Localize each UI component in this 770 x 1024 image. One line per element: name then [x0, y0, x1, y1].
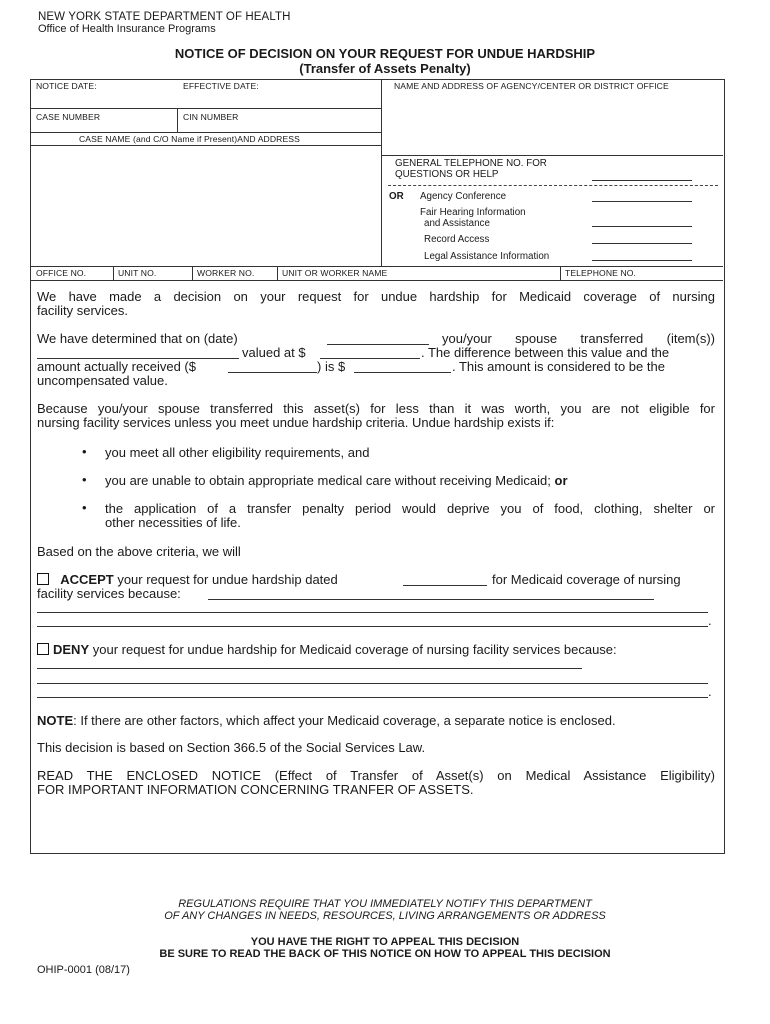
is-text: ) is $ — [317, 359, 346, 374]
valued-at-text: valued at $ — [242, 345, 306, 360]
cin-number-label: CIN NUMBER — [183, 112, 239, 122]
worker-no-label: WORKER NO. — [197, 268, 255, 278]
uncompensated-text: . This amount is considered to be the — [452, 359, 665, 374]
enclosed-notice-text-2: FOR IMPORTANT INFORMATION CONCERNING TRANFER OF ASSETS. — [37, 782, 474, 797]
bullet-icon: • — [82, 444, 87, 459]
notice-title: NOTICE OF DECISION ON YOUR REQUEST FOR UNDUE HARDSHIP — [174, 46, 596, 61]
agency-conference-label: Agency Conference — [420, 191, 507, 202]
notice-subtitle: (Transfer of Assets Penalty) — [299, 61, 471, 76]
bullet-icon: • — [82, 500, 87, 515]
office-no-label: OFFICE NO. — [36, 268, 87, 278]
criteria-bullet-2: you are unable to obtain appropriate medical care without receiving Medicaid; or — [105, 473, 568, 488]
ineligible-paragraph-2: nursing facility services unless you meet undue hardship criteria. Undue hardship exists if: — [37, 415, 555, 430]
criteria-bullet-1: you meet all other eligibility requirements, and — [105, 445, 370, 460]
legal-assistance-label: Legal Assistance Information — [424, 251, 550, 262]
agency-address-label: NAME AND ADDRESS OF AGENCY/CENTER OR DISTRICT OFFICE — [394, 81, 669, 91]
uncompensated-text-2: uncompensated value. — [37, 373, 168, 388]
appeal-notice: YOU HAVE THE RIGHT TO APPEAL THIS DECISION — [250, 936, 520, 948]
regulations-notice-2: OF ANY CHANGES IN NEEDS, RESOURCES, LIVING ARRANGEMENTS OR ADDRESS — [164, 910, 606, 922]
notice-date-label: NOTICE DATE: — [36, 81, 97, 91]
record-access-label: Record Access — [424, 234, 490, 245]
general-phone-label-2: QUESTIONS OR HELP — [395, 169, 499, 180]
bullet-icon: • — [82, 472, 87, 487]
telephone-no-label: TELEPHONE NO. — [565, 268, 637, 278]
unit-no-label: UNIT NO. — [118, 268, 157, 278]
case-name-label: CASE NAME (and C/O Name if Present)AND ADDRESS — [79, 134, 300, 144]
case-number-label: CASE NUMBER — [36, 112, 101, 122]
enclosed-notice-text: READ THE ENCLOSED NOTICE (Effect of Transfer of Asset(s) on Medical Assistance Eligibility) — [37, 768, 715, 783]
criteria-bullet-3: the application of a transfer penalty period would deprive you of food, clothing, shelter or — [105, 501, 715, 516]
regulations-notice: REGULATIONS REQUIRE THAT YOU IMMEDIATELY NOTIFY THIS DEPARTMENT — [178, 898, 592, 910]
form-id: OHIP-0001 (08/17) — [37, 964, 130, 976]
general-phone-label: GENERAL TELEPHONE NO. FOR — [395, 158, 547, 169]
accept-text-3: facility services because: — [37, 586, 181, 601]
office-name: Office of Health Insurance Programs — [38, 23, 216, 35]
difference-text: . The difference between this value and the — [421, 345, 670, 360]
effective-date-label: EFFECTIVE DATE: — [183, 81, 259, 91]
determination-text: We have determined that on (date) — [37, 331, 238, 346]
form-frame — [30, 79, 725, 854]
criteria-text: Based on the above criteria, we will — [37, 544, 241, 559]
accept-text-2: for Medicaid coverage of nursing — [492, 572, 681, 587]
note-text: NOTE: If there are other factors, which affect your Medicaid coverage, a separate notice is enclosed. — [37, 713, 616, 728]
decision-paragraph: We have made a decision on your request for undue hardship for Medicaid coverage of nursing — [37, 289, 715, 304]
fair-hearing-label-2: and Assistance — [424, 218, 490, 229]
fair-hearing-label: Fair Hearing Information — [420, 207, 526, 218]
or-label: OR — [389, 191, 404, 202]
decision-paragraph-2: facility services. — [37, 303, 129, 318]
amount-received-text: amount actually received ($ — [37, 359, 196, 374]
deny-option[interactable]: DENY your request for undue hardship for Medicaid coverage of nursing facility services because: — [37, 643, 617, 658]
determination-text-2: you/your spouse transferred (item(s)) — [442, 331, 715, 346]
appeal-notice-2: BE SURE TO READ THE BACK OF THIS NOTICE ON HOW TO APPEAL THIS DECISION — [159, 948, 611, 960]
ineligible-paragraph: Because you/your spouse transferred this asset(s) for less than it was worth, you are not eligible for — [37, 401, 715, 416]
accept-checkbox[interactable] — [37, 573, 49, 585]
criteria-bullet-3-2: other necessities of life. — [105, 515, 241, 530]
unit-worker-name-label: UNIT OR WORKER NAME — [282, 268, 388, 278]
agency-name: NEW YORK STATE DEPARTMENT OF HEALTH — [38, 11, 291, 23]
legal-basis-text: This decision is based on Section 366.5 of the Social Services Law. — [37, 740, 426, 755]
deny-checkbox[interactable] — [37, 643, 49, 655]
accept-option[interactable]: ACCEPT your request for undue hardship dated — [37, 573, 338, 588]
